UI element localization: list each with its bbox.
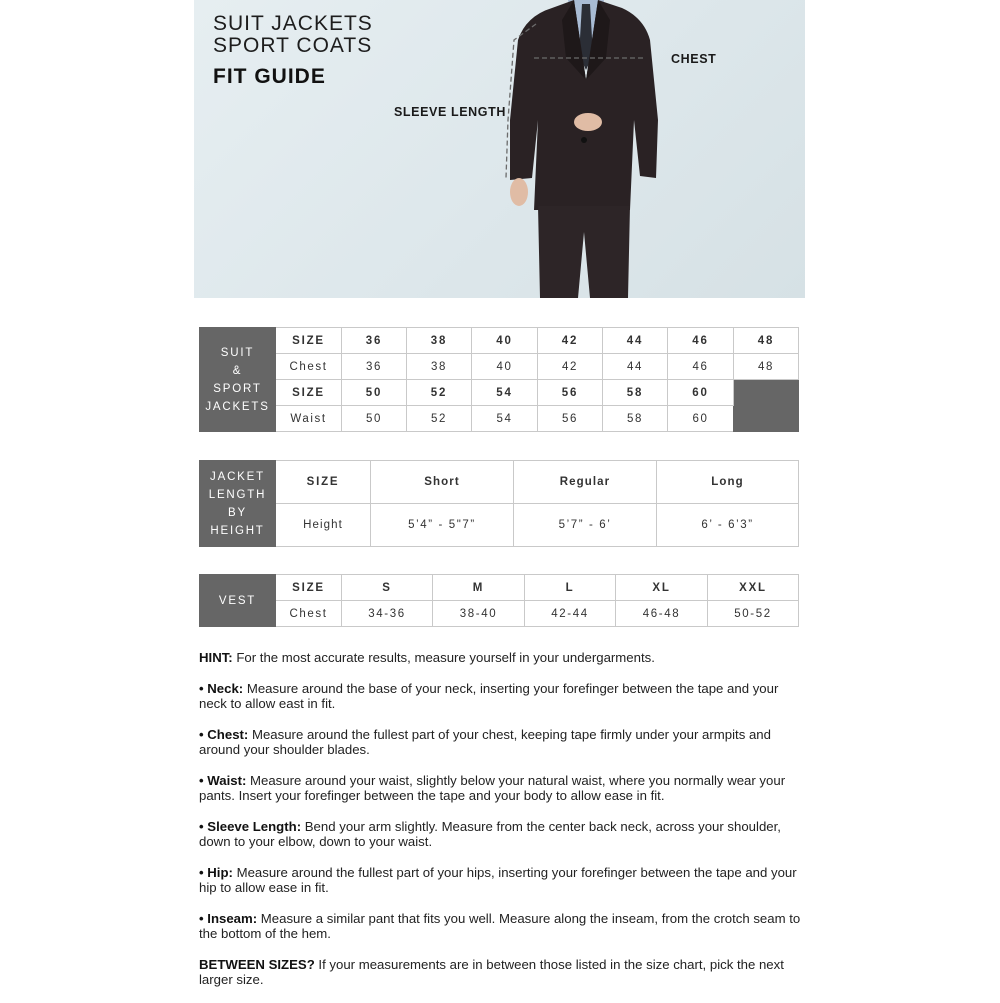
size-cell: 52 [407, 380, 472, 406]
waist-paragraph [199, 773, 809, 804]
neck-paragraph [199, 681, 809, 712]
hero-title [213, 13, 373, 57]
height-cell: 5’4” - 5"7” [371, 504, 514, 547]
length-column: Regular [514, 461, 657, 504]
size-cell: 54 [472, 380, 538, 406]
vest-chest-cell: 50-52 [708, 601, 799, 627]
height-cell: 6’ - 6’3” [657, 504, 799, 547]
waist-cell: 54 [472, 406, 538, 432]
waist-cell: 58 [603, 406, 668, 432]
neck-label: • Neck: [199, 680, 244, 696]
neck-text: Measure around the base of your neck, inserting your forefinger between the tape and your neck to allow east in fit. [199, 680, 779, 711]
suit-size-table [199, 327, 799, 432]
hero-title-line1: SUIT JACKETS [213, 12, 373, 35]
row-label: Waist [276, 406, 342, 432]
between-sizes-paragraph [199, 957, 809, 988]
chest-cell: 38 [407, 354, 472, 380]
length-header-line: HEIGHT [210, 524, 265, 537]
hero-title-line2: SPORT COATS [213, 34, 373, 57]
vest-size-cell: XL [616, 575, 708, 601]
waist-label: • Waist: [199, 772, 247, 788]
length-header-line: LENGTH [208, 488, 267, 501]
size-cell: 36 [342, 328, 407, 354]
waist-cell: 60 [668, 406, 734, 432]
chest-label: CHEST [671, 52, 717, 66]
empty-filler-cell [734, 380, 799, 432]
length-header-line: BY [228, 506, 247, 519]
suit-header-line: JACKETS [205, 400, 270, 413]
size-cell: 42 [538, 328, 603, 354]
row-label: Height [276, 504, 371, 547]
inseam-text: Measure a similar pant that fits you well. Measure along the inseam, from the crotch seam to the bottom of the hem. [199, 910, 801, 941]
chest-paragraph [199, 727, 809, 758]
length-header-line: JACKET [210, 470, 265, 483]
suit-header-line: & [232, 364, 243, 377]
size-cell: 60 [668, 380, 734, 406]
chest-text: Measure around the fullest part of your chest, keeping tape firmly under your armpits and around your shoulder blades. [199, 726, 771, 757]
hint-paragraph [199, 650, 809, 666]
between-sizes-text: If your measurements are in between those listed in the size chart, pick the next larger size. [199, 956, 784, 987]
waist-cell: 52 [407, 406, 472, 432]
row-label: Chest [276, 354, 342, 380]
hip-text: Measure around the fullest part of your hips, inserting your forefinger between the tape and your hip to allow ease in fit. [199, 864, 797, 895]
measurement-notes [199, 650, 809, 1003]
hint-text: For the most accurate results, measure yourself in your undergarments. [232, 650, 655, 665]
jacket-length-header [200, 461, 276, 547]
chest-cell: 44 [603, 354, 668, 380]
vest-chest-cell: 46-48 [616, 601, 708, 627]
inseam-paragraph [199, 911, 809, 942]
sleeve-text: Bend your arm slightly. Measure from the center back neck, across your shoulder, down to your elbow, down to your waist. [199, 818, 781, 849]
inseam-label: • Inseam: [199, 910, 258, 926]
chest-cell: 46 [668, 354, 734, 380]
vest-size-cell: L [525, 575, 616, 601]
row-label: SIZE [276, 461, 371, 504]
vest-chest-cell: 38-40 [433, 601, 525, 627]
suit-model-illustration [494, 0, 694, 298]
vest-size-cell: S [342, 575, 433, 601]
vest-header: VEST [200, 575, 276, 627]
suit-header-line: SPORT [213, 382, 262, 395]
vest-size-table [199, 574, 799, 627]
size-cell: 40 [472, 328, 538, 354]
waist-cell: 50 [342, 406, 407, 432]
hero-subtitle: FIT GUIDE [213, 65, 326, 88]
sleeve-note-label: • Sleeve Length: [199, 818, 302, 834]
hip-paragraph [199, 865, 809, 896]
vest-chest-cell: 42-44 [525, 601, 616, 627]
size-cell: 50 [342, 380, 407, 406]
vest-size-cell: M [433, 575, 525, 601]
height-cell: 5’7” - 6’ [514, 504, 657, 547]
row-label: SIZE [276, 575, 342, 601]
vest-chest-cell: 34-36 [342, 601, 433, 627]
size-cell: 46 [668, 328, 734, 354]
size-cell: 44 [603, 328, 668, 354]
suit-header-line: SUIT [220, 346, 255, 359]
size-cell: 48 [734, 328, 799, 354]
jacket-length-table [199, 460, 799, 547]
size-cell: 56 [538, 380, 603, 406]
waist-cell: 56 [538, 406, 603, 432]
hip-label: • Hip: [199, 864, 233, 880]
vest-size-cell: XXL [708, 575, 799, 601]
length-column: Long [657, 461, 799, 504]
chest-cell: 42 [538, 354, 603, 380]
between-sizes-label: BETWEEN SIZES? [199, 956, 315, 972]
size-cell: 38 [407, 328, 472, 354]
row-label: SIZE [276, 328, 342, 354]
chest-cell: 48 [734, 354, 799, 380]
length-column: Short [371, 461, 514, 504]
sleeve-length-label: SLEEVE LENGTH [394, 105, 506, 119]
size-cell: 58 [603, 380, 668, 406]
row-label: Chest [276, 601, 342, 627]
row-label: SIZE [276, 380, 342, 406]
sleeve-paragraph [199, 819, 809, 850]
hero-banner [194, 0, 805, 298]
hint-label: HINT: [199, 650, 233, 665]
waist-text: Measure around your waist, slightly below your natural waist, where you normally wear your pants. Insert your forefinger between the tape and your body to allow ease in fit. [199, 772, 786, 803]
chest-cell: 40 [472, 354, 538, 380]
suit-table-header [200, 328, 276, 432]
chest-note-label: • Chest: [199, 726, 249, 742]
chest-cell: 36 [342, 354, 407, 380]
